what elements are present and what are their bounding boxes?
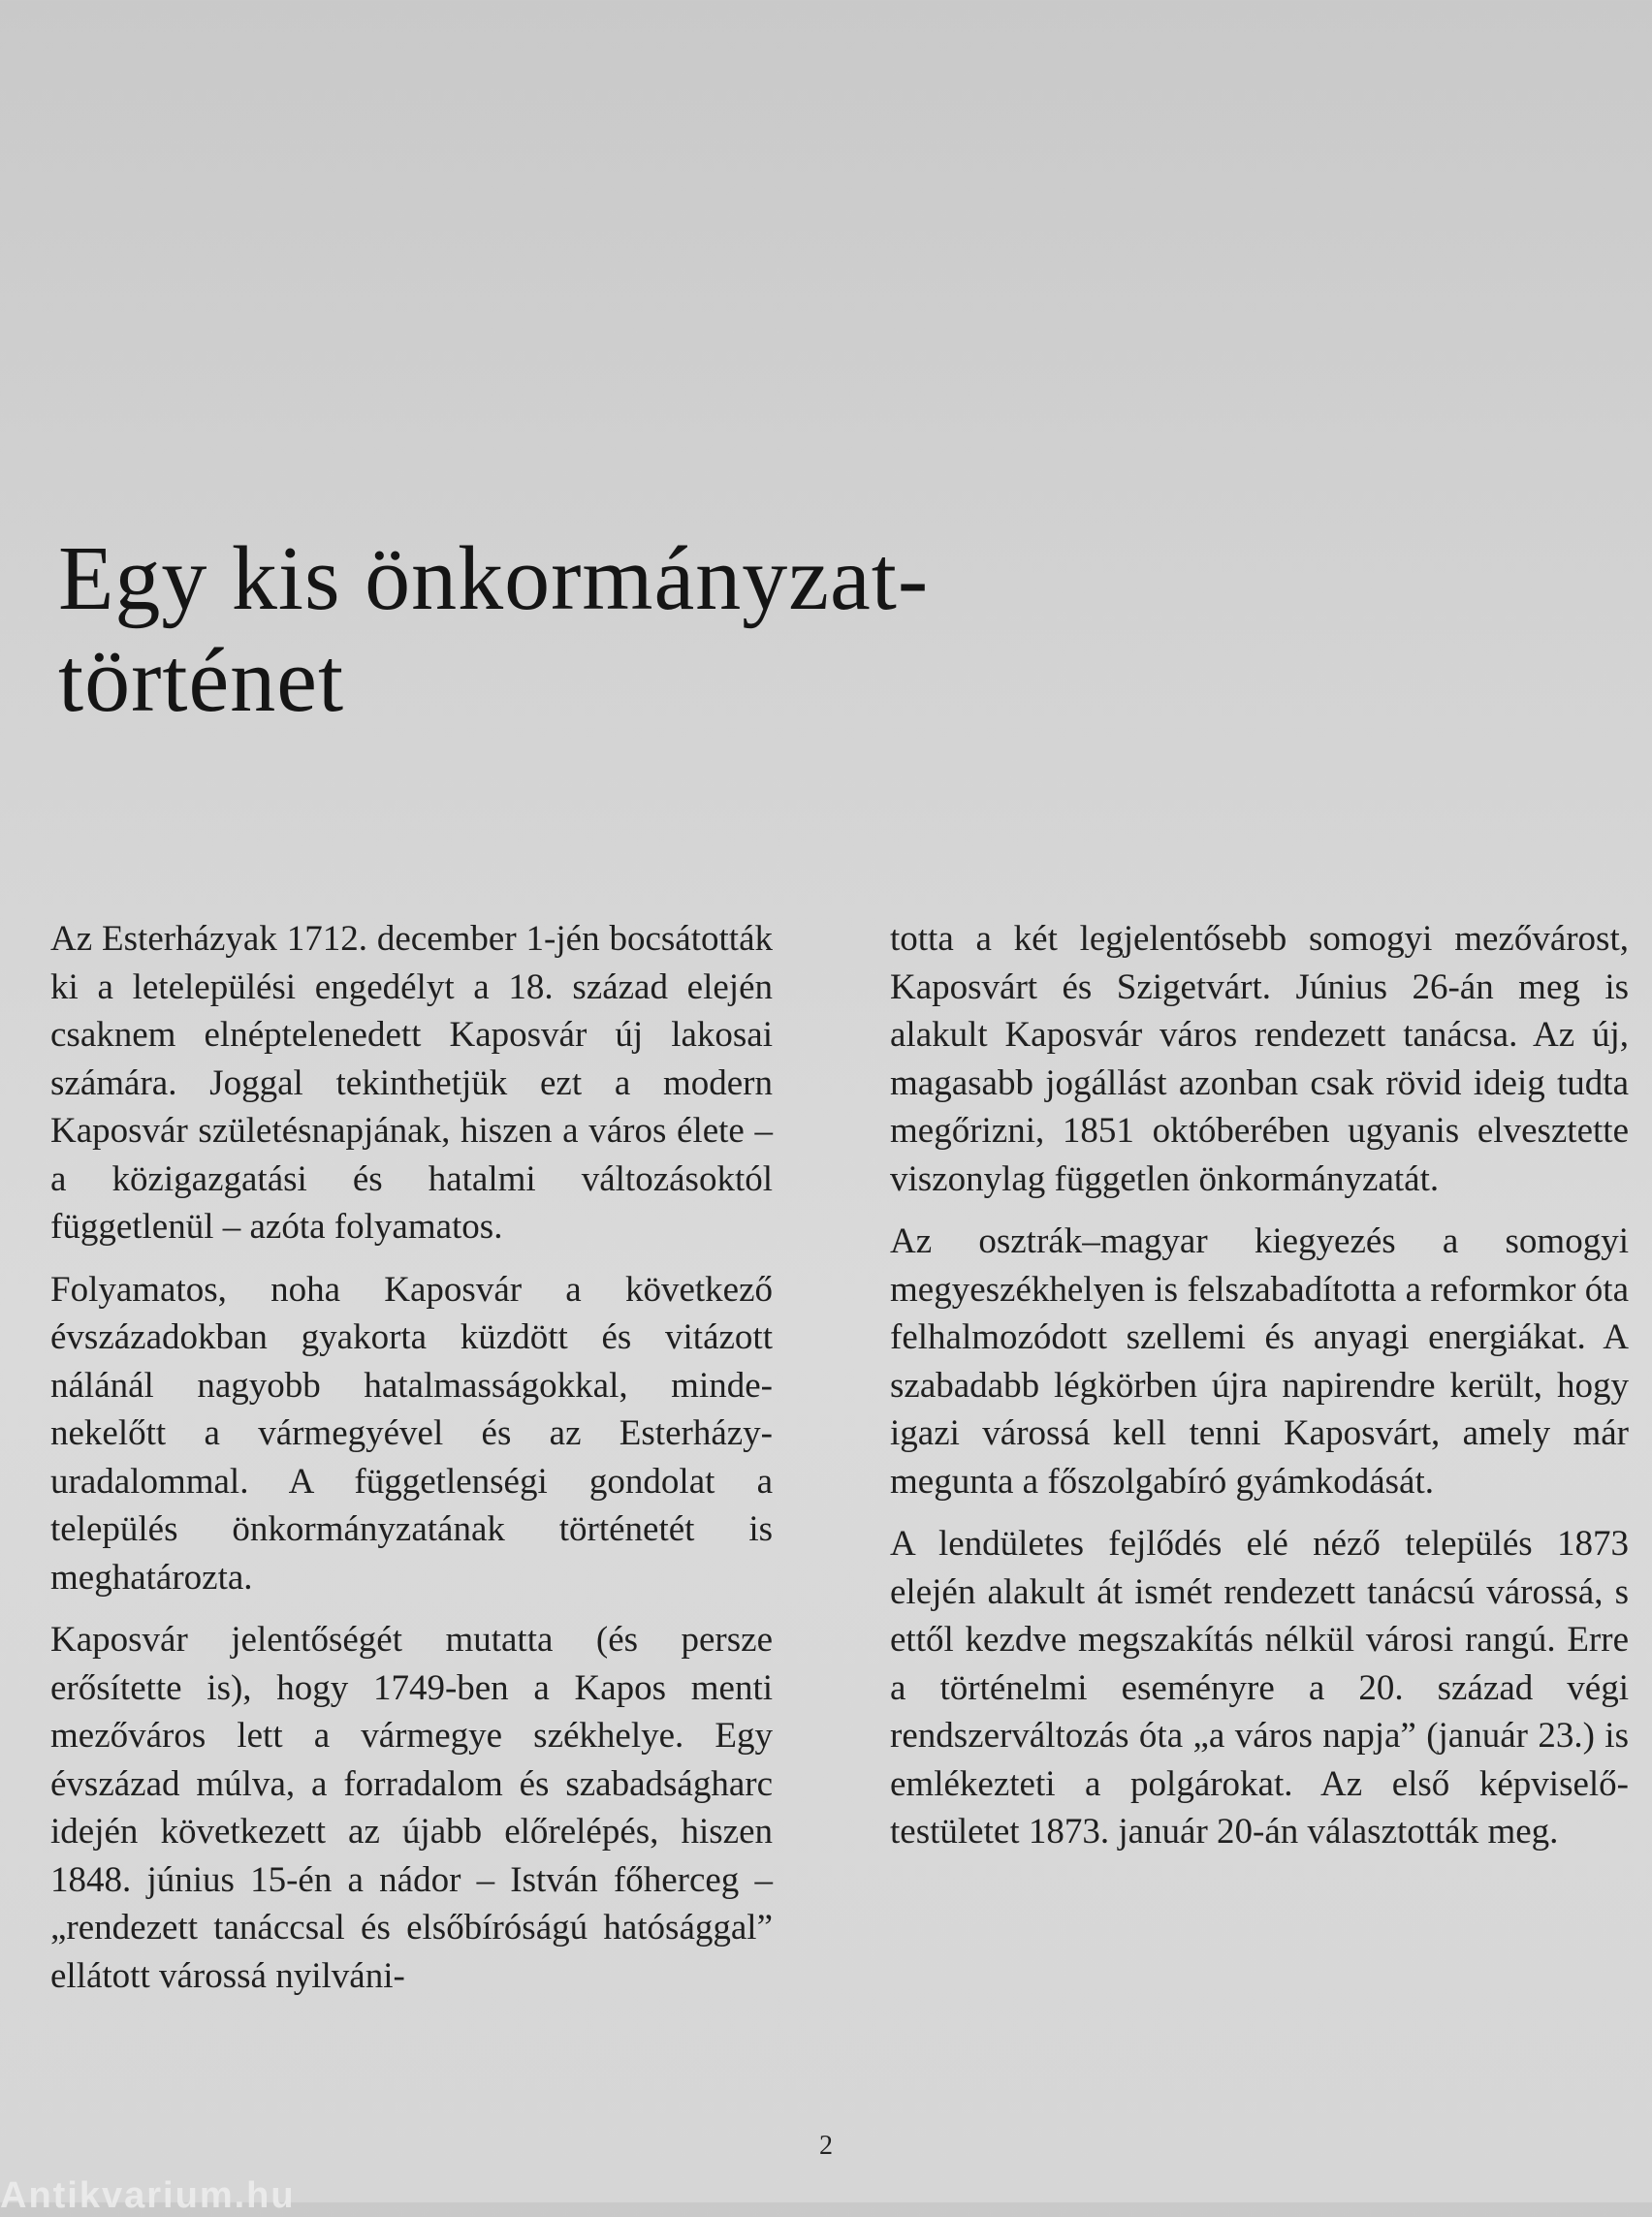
page-title	[58, 528, 1222, 732]
right-paragraph-2: Az osztrák–magyar kiegyezés a somogyi megyeszékhelyen is felszabadította a reformkor óta felhalmozódott szellemi és anyagi energiákat. A szabadabb légkörben újra napirendre került, hogy igazi várossá kell tenni Kaposvárt, amely már megunta a főszolgabíró gyámkodását.	[890, 1221, 1629, 1502]
right-text-column	[890, 915, 1629, 1871]
page-number: 2	[819, 2131, 833, 2161]
left-paragraph-2: Folyamatos, noha Kaposvár a következő évszázadokban gyakorta küzdött és vitázott nálánál nagyobb hatalmasságokkal, mindenekelőtt a vármegyével és az Esterházy-uradalommal. A függetlenségi gondolat a település önkormányzatának történetét is meghatározta.	[50, 1269, 773, 1598]
right-paragraph-3: A lendületes fejlődés elé néző település 1873 elején alakult át ismét rendezett tanácsú várossá, s ettől kezdve megszakítás nélkül városi rangú. Erre a történelmi eseményre a 20. század végi rendszerváltozás óta „a város napja” (január 23.) is emlékezteti a polgárokat. Az első képviselő-testületet 1873. január 20-án választották meg.	[890, 1524, 1629, 1852]
title-line-1: Egy kis önkormányzat-	[58, 528, 930, 629]
right-paragraph-1: totta a két legjelentősebb somogyi mezővárost, Kaposvárt és Szigetvárt. Június 26-án meg is alakult Kaposvár város rendezett tanácsa. Az új, magasabb jogállást azonban csak rövid ideig tudta megőrizni, 1851 októberében ugyanis elvesztette viszonylag független önkormányzatát.	[890, 919, 1629, 1199]
left-text-column	[50, 915, 773, 2014]
title-line-2: történet	[58, 630, 345, 731]
left-paragraph-3: Kaposvár jelentőségét mutatta (és persze erősítette is), hogy 1749-ben a Kapos menti mezőváros lett a vármegye székhelye. Egy évszázad múlva, a forradalom és szabadságharc idején következett az újabb előrelépés, hiszen 1848. június 15-én a nádor – István főherceg – „rendezett tanáccsal és elsőbíróságú hatósággal” ellátott várossá nyilváni-	[50, 1620, 773, 1996]
left-paragraph-1: Az Esterházyak 1712. december 1-jén bocsátották ki a letelepülési engedélyt a 18. század elején csaknem elnéptelenedett Kaposvár új lakosai számára. Joggal tekinthetjük ezt a modern Kaposvár születésnapjának, hiszen a város élete – a közigazgatási és hatalmi változásoktól függetlenül – azóta folyamatos.	[50, 919, 773, 1247]
watermark: Antikvarium.hu	[0, 2175, 296, 2216]
